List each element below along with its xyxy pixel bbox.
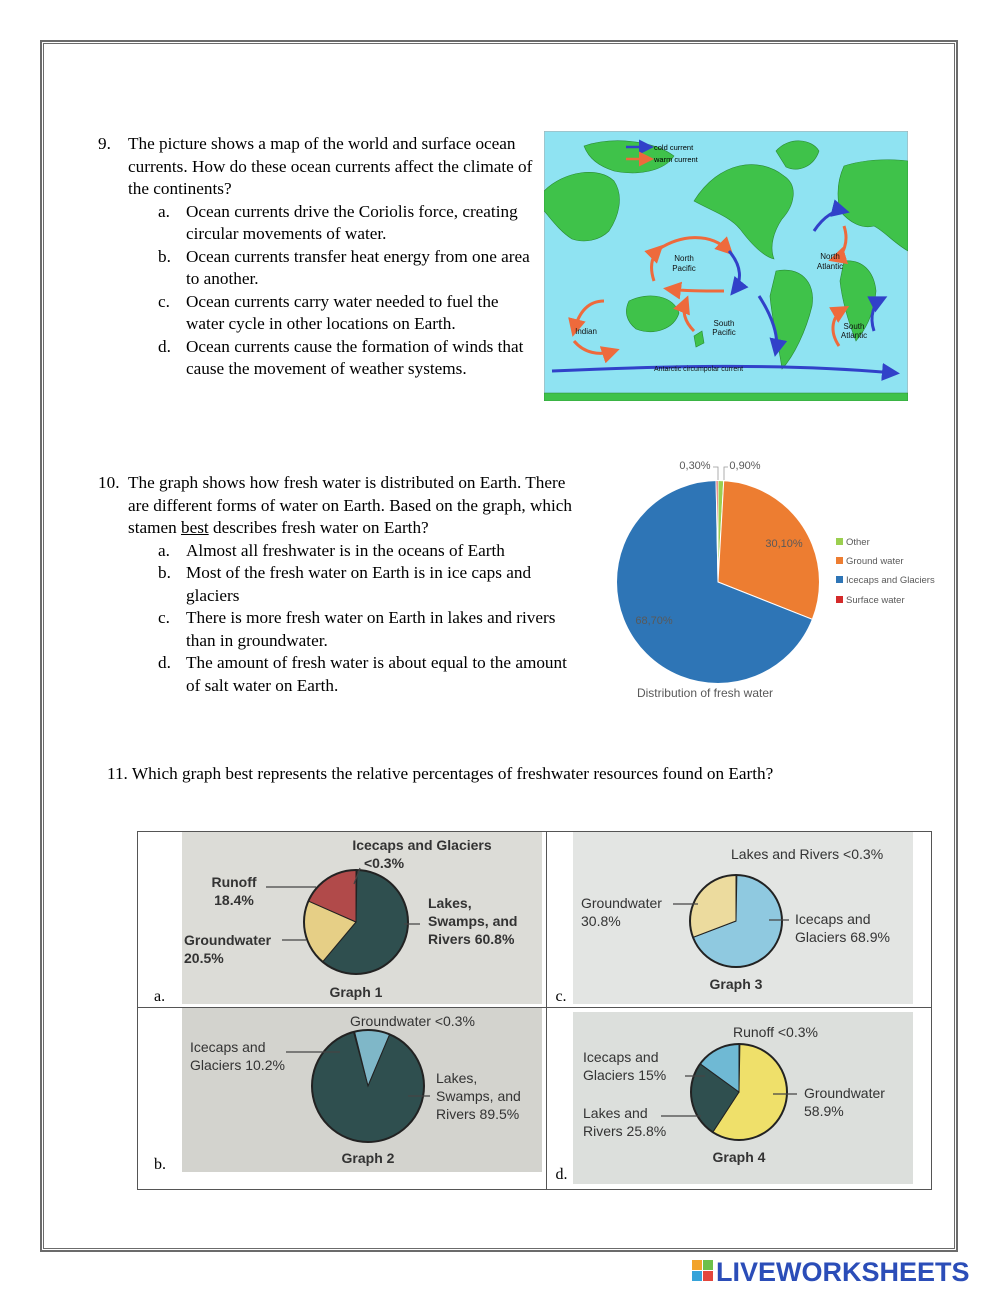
- graph-title: Graph 2: [341, 1150, 395, 1166]
- svg-text:Pacific: Pacific: [672, 264, 696, 273]
- label-icecaps: Icecaps and: [190, 1039, 266, 1055]
- pie-slices: [616, 480, 820, 684]
- svg-text:Antarctic circumpolar current: Antarctic circumpolar current: [654, 366, 744, 373]
- graph-4-photo: [573, 1012, 913, 1184]
- svg-text:Swamps, and: Swamps, and: [436, 1088, 521, 1104]
- svg-text:Other: Other: [846, 537, 870, 548]
- svg-text:18.4%: 18.4%: [214, 892, 254, 908]
- label-lakes: Lakes,: [428, 895, 472, 911]
- svg-text:58.9%: 58.9%: [804, 1103, 845, 1119]
- question-number: 11.: [107, 764, 128, 783]
- label-groundwater: Groundwater <0.3%: [350, 1013, 475, 1029]
- question-9: [98, 133, 538, 381]
- svg-text:Glaciers 10.2%: Glaciers 10.2%: [190, 1057, 285, 1073]
- leader-lines: [713, 467, 728, 480]
- liveworksheets-logo: [690, 1256, 990, 1286]
- svg-text:Ground water: Ground water: [846, 556, 904, 567]
- svg-text:Rivers 60.8%: Rivers 60.8%: [428, 931, 515, 947]
- option-a[interactable]: a. Ocean currents drive the Coriolis force, creating circular movements of water.: [158, 201, 518, 243]
- svg-text:South: South: [713, 319, 735, 328]
- fresh-water-pie-chart: [600, 452, 950, 704]
- svg-text:<0.3%: <0.3%: [363, 855, 405, 871]
- graph-1-photo: [182, 832, 542, 1004]
- graph-title: Graph 4: [712, 1149, 766, 1165]
- legend-cold: cold current: [654, 143, 694, 152]
- label-icecaps: Icecaps and: [583, 1049, 659, 1065]
- label-lakes: Lakes and: [583, 1105, 649, 1121]
- svg-text:Glaciers 15%: Glaciers 15%: [583, 1067, 667, 1083]
- svg-text:Rivers 25.8%: Rivers 25.8%: [583, 1123, 667, 1139]
- graph-options-table: [137, 831, 932, 1190]
- graph-3-photo: [573, 832, 913, 1004]
- graph-title: Graph 1: [329, 984, 383, 1000]
- question-10: [98, 472, 583, 697]
- question-stem: The picture shows a map of the world and surface ocean currents. How do these ocean currents affect the climate of the continents?: [128, 134, 533, 198]
- label-surface: 0,30%: [679, 460, 711, 472]
- option-letter: b.: [154, 1156, 166, 1173]
- svg-text:Indian: Indian: [575, 327, 597, 336]
- pie-slices: [312, 1030, 424, 1142]
- label-runoff: Runoff: [211, 874, 257, 890]
- label-groundwater: Groundwater: [184, 932, 272, 948]
- label-icecaps: Icecaps and: [795, 911, 871, 927]
- label-ground: 30,10%: [765, 538, 803, 550]
- svg-text:30.8%: 30.8%: [581, 913, 622, 929]
- label-runoff: Runoff <0.3%: [733, 1024, 819, 1040]
- graph-title: Graph 3: [709, 976, 763, 992]
- option-letter: c.: [555, 988, 567, 1005]
- svg-text:Atlantic: Atlantic: [840, 331, 868, 340]
- ocean-currents-map: [544, 131, 908, 401]
- option-a[interactable]: a. Almost all freshwater is in the oceans of Earth: [158, 540, 505, 560]
- option-c[interactable]: c. There is more fresh water on Earth in lakes and rivers than in groundwater.: [158, 608, 556, 650]
- pie-legend: [836, 537, 935, 606]
- option-b[interactable]: b. Most of the fresh water on Earth is in ice caps and glaciers: [158, 563, 532, 605]
- pie-slices: [691, 1044, 787, 1140]
- svg-text:South: South: [843, 322, 865, 331]
- legend-warm: warm current: [654, 155, 698, 164]
- svg-text:Surface water: Surface water: [846, 595, 905, 606]
- svg-text:20.5%: 20.5%: [184, 950, 224, 966]
- question-11: [107, 764, 773, 784]
- label-lakes: Lakes and Rivers <0.3%: [731, 846, 884, 862]
- chart-title: Distribution of fresh water: [636, 686, 774, 700]
- pie-slices: [304, 870, 408, 974]
- svg-text:North: North: [674, 254, 694, 263]
- label-ice: 68,70%: [635, 615, 673, 627]
- svg-text:Atlantic: Atlantic: [816, 262, 844, 271]
- cell-option-a[interactable]: [138, 832, 547, 1008]
- svg-text:Rivers 89.5%: Rivers 89.5%: [436, 1106, 520, 1122]
- label-icecaps: Icecaps and Glaciers: [352, 837, 492, 853]
- svg-text:North: North: [820, 252, 840, 261]
- option-letter: a.: [154, 988, 166, 1005]
- question-number: 9.: [98, 134, 111, 153]
- option-b[interactable]: b. Ocean currents transfer heat energy from one area to another.: [158, 246, 530, 288]
- label-other: 0,90%: [729, 460, 761, 472]
- logo-text: LIVEWORKSHEETS: [716, 1257, 970, 1286]
- svg-text:Glaciers 68.9%: Glaciers 68.9%: [795, 929, 891, 945]
- question-stem: The graph shows how fresh water is distributed on Earth. There are different forms of water on Earth. Based on the graph, which stamen best describes fresh water on Earth?: [128, 473, 573, 537]
- svg-text:Icecaps and Glaciers: Icecaps and Glaciers: [846, 575, 935, 586]
- cell-option-c[interactable]: [547, 832, 932, 1008]
- option-c[interactable]: c. Ocean currents carry water needed to fuel the water cycle in other locations on Earth.: [158, 291, 499, 333]
- label-groundwater: Groundwater: [804, 1085, 886, 1101]
- antarctica: [544, 393, 908, 401]
- svg-text:Pacific: Pacific: [712, 328, 736, 337]
- pie-slices: [690, 875, 782, 967]
- graph-2-photo: [182, 1008, 542, 1172]
- label-groundwater: Groundwater: [581, 895, 663, 911]
- option-d[interactable]: d. The amount of fresh water is about equal to the amount of salt water on Earth.: [158, 653, 567, 695]
- question-stem: Which graph best represents the relative percentages of freshwater resources found on Earth?: [131, 764, 774, 783]
- cell-option-d[interactable]: [547, 1008, 932, 1190]
- label-lakes: Lakes,: [436, 1070, 478, 1086]
- question-number: 10.: [98, 473, 120, 492]
- option-d[interactable]: d. Ocean currents cause the formation of winds that cause the movement of weather systems.: [158, 336, 524, 378]
- cell-option-b[interactable]: [138, 1008, 547, 1190]
- option-letter: d.: [555, 1166, 568, 1183]
- svg-text:Swamps, and: Swamps, and: [428, 913, 518, 929]
